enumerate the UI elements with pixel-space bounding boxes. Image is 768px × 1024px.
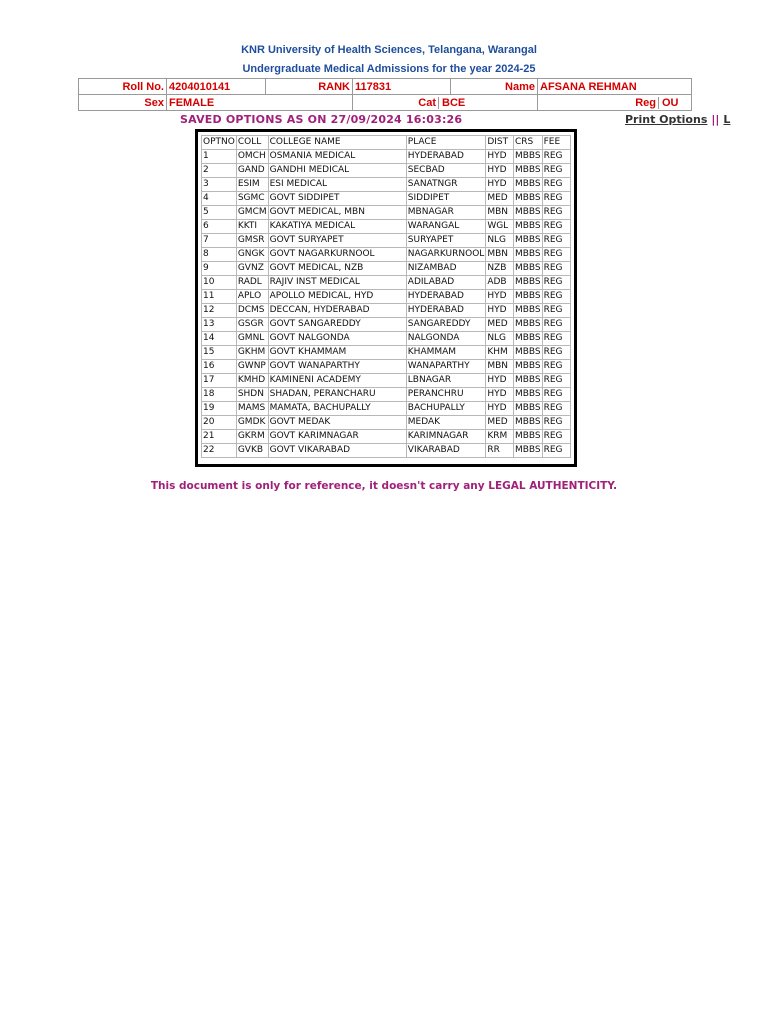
roll-value: 4204010141: [167, 79, 266, 95]
table-row: [202, 346, 571, 360]
candidate-info-table: [78, 78, 692, 111]
cell-crs: MBBS: [513, 262, 542, 276]
cell-college-name: GOVT WANAPARTHY: [268, 360, 406, 374]
cell-college-name: ESI MEDICAL: [268, 178, 406, 192]
cell-optno: 7: [202, 234, 237, 248]
cell-coll: KMHD: [236, 374, 268, 388]
cell-optno: 16: [202, 360, 237, 374]
cell-crs: MBBS: [513, 304, 542, 318]
options-table-frame: [195, 129, 577, 467]
cell-crs: MBBS: [513, 290, 542, 304]
cell-optno: 12: [202, 304, 237, 318]
table-row: [202, 360, 571, 374]
cell-coll: GMDK: [236, 416, 268, 430]
name-value: AFSANA REHMAN: [538, 79, 692, 95]
cell-place: VIKARABAD: [406, 444, 486, 458]
cell-place: HYDERABAD: [406, 290, 486, 304]
cell-fee: REG: [542, 206, 570, 220]
cell-coll: DCMS: [236, 304, 268, 318]
options-table-body: [202, 150, 571, 458]
cell-coll: GKHM: [236, 346, 268, 360]
cell-coll: KKTI: [236, 220, 268, 234]
cell-crs: MBBS: [513, 430, 542, 444]
table-row: [202, 290, 571, 304]
cell-coll: GMCM: [236, 206, 268, 220]
cell-coll: SGMC: [236, 192, 268, 206]
cell-coll: SHDN: [236, 388, 268, 402]
cell-place: LBNAGAR: [406, 374, 486, 388]
cell-college-name: SHADAN, PERANCHARU: [268, 388, 406, 402]
cell-dist: NZB: [486, 262, 514, 276]
table-row: [202, 150, 571, 164]
cat-label: Cat: [353, 97, 439, 109]
candidate-info-row: [79, 79, 692, 95]
cell-coll: GKRM: [236, 430, 268, 444]
column-header-crs: CRS: [513, 136, 542, 150]
cell-crs: MBBS: [513, 416, 542, 430]
cell-crs: MBBS: [513, 360, 542, 374]
table-row: [202, 318, 571, 332]
options-table: [201, 135, 571, 458]
cell-crs: MBBS: [513, 332, 542, 346]
cat-value: BCE: [442, 96, 466, 109]
sex-value: FEMALE: [167, 95, 353, 111]
cell-optno: 13: [202, 318, 237, 332]
cell-dist: HYD: [486, 402, 514, 416]
table-row: [202, 262, 571, 276]
cell-coll: MAMS: [236, 402, 268, 416]
cell-optno: 8: [202, 248, 237, 262]
cell-dist: HYD: [486, 150, 514, 164]
cell-place: NAGARKURNOOL: [406, 248, 486, 262]
cell-fee: REG: [542, 444, 570, 458]
cell-coll: GMNL: [236, 332, 268, 346]
cell-optno: 22: [202, 444, 237, 458]
cell-place: ADILABAD: [406, 276, 486, 290]
cell-crs: MBBS: [513, 346, 542, 360]
cell-fee: REG: [542, 346, 570, 360]
cell-dist: RR: [486, 444, 514, 458]
table-row: [202, 178, 571, 192]
cat-cell: [353, 95, 538, 111]
cell-fee: REG: [542, 416, 570, 430]
cell-optno: 20: [202, 416, 237, 430]
cell-dist: MED: [486, 192, 514, 206]
table-row: [202, 374, 571, 388]
cell-coll: GSGR: [236, 318, 268, 332]
cell-place: HYDERABAD: [406, 304, 486, 318]
legal-disclaimer: This document is only for reference, it doesn't carry any LEGAL AUTHENTICITY.: [150, 480, 618, 492]
cell-crs: MBBS: [513, 402, 542, 416]
cell-place: KARIMNAGAR: [406, 430, 486, 444]
cell-dist: WGL: [486, 220, 514, 234]
cell-college-name: GOVT SANGAREDDY: [268, 318, 406, 332]
column-header-place: PLACE: [406, 136, 486, 150]
cell-college-name: OSMANIA MEDICAL: [268, 150, 406, 164]
cell-optno: 4: [202, 192, 237, 206]
cell-crs: MBBS: [513, 318, 542, 332]
cell-crs: MBBS: [513, 192, 542, 206]
cell-fee: REG: [542, 248, 570, 262]
cell-coll: GWNP: [236, 360, 268, 374]
cell-dist: NLG: [486, 234, 514, 248]
cell-crs: MBBS: [513, 178, 542, 192]
cell-college-name: GOVT SIDDIPET: [268, 192, 406, 206]
cell-college-name: GOVT NALGONDA: [268, 332, 406, 346]
cell-place: SANATNGR: [406, 178, 486, 192]
cell-optno: 17: [202, 374, 237, 388]
cell-dist: KRM: [486, 430, 514, 444]
cell-place: SANGAREDDY: [406, 318, 486, 332]
cell-optno: 10: [202, 276, 237, 290]
cell-coll: GVKB: [236, 444, 268, 458]
cell-fee: REG: [542, 402, 570, 416]
cell-dist: NLG: [486, 332, 514, 346]
cell-college-name: GOVT MEDICAL, MBN: [268, 206, 406, 220]
cell-optno: 2: [202, 164, 237, 178]
table-row: [202, 430, 571, 444]
column-header-optno: OPTNO: [202, 136, 237, 150]
cell-coll: GVNZ: [236, 262, 268, 276]
cell-fee: REG: [542, 164, 570, 178]
cell-crs: MBBS: [513, 220, 542, 234]
cell-place: PERANCHRU: [406, 388, 486, 402]
cell-coll: RADL: [236, 276, 268, 290]
cell-place: MBNAGAR: [406, 206, 486, 220]
cell-college-name: KAKATIYA MEDICAL: [268, 220, 406, 234]
cell-place: WARANGAL: [406, 220, 486, 234]
cell-place: NIZAMBAD: [406, 262, 486, 276]
table-row: [202, 444, 571, 458]
table-row: [202, 402, 571, 416]
sex-label: Sex: [79, 95, 167, 111]
table-row: [202, 192, 571, 206]
rank-label: RANK: [266, 79, 353, 95]
cell-optno: 15: [202, 346, 237, 360]
cell-coll: GMSR: [236, 234, 268, 248]
cell-coll: GNGK: [236, 248, 268, 262]
saved-options-title: SAVED OPTIONS AS ON 27/09/2024 16:03:26: [180, 113, 463, 126]
cell-dist: HYD: [486, 290, 514, 304]
cell-college-name: GOVT MEDICAL, NZB: [268, 262, 406, 276]
link-separator: ||: [711, 113, 720, 126]
cell-college-name: GOVT NAGARKURNOOL: [268, 248, 406, 262]
cell-place: MEDAK: [406, 416, 486, 430]
cell-crs: MBBS: [513, 164, 542, 178]
cell-dist: HYD: [486, 178, 514, 192]
cell-optno: 6: [202, 220, 237, 234]
cell-crs: MBBS: [513, 444, 542, 458]
cell-place: WANAPARTHY: [406, 360, 486, 374]
cell-crs: MBBS: [513, 388, 542, 402]
cell-dist: HYD: [486, 374, 514, 388]
cell-crs: MBBS: [513, 248, 542, 262]
column-header-coll: COLL: [236, 136, 268, 150]
admissions-subtitle: Undergraduate Medical Admissions for the year 2024-25: [242, 63, 536, 75]
cell-dist: HYD: [486, 388, 514, 402]
cell-college-name: GOVT KHAMMAM: [268, 346, 406, 360]
cell-fee: REG: [542, 388, 570, 402]
cell-crs: MBBS: [513, 276, 542, 290]
cell-college-name: APOLLO MEDICAL, HYD: [268, 290, 406, 304]
cell-crs: MBBS: [513, 234, 542, 248]
cell-dist: KHM: [486, 346, 514, 360]
cell-college-name: RAJIV INST MEDICAL: [268, 276, 406, 290]
table-row: [202, 416, 571, 430]
cell-crs: MBBS: [513, 206, 542, 220]
cell-optno: 1: [202, 150, 237, 164]
cell-place: KHAMMAM: [406, 346, 486, 360]
column-header-college-name: COLLEGE NAME: [268, 136, 406, 150]
cell-place: HYDERABAD: [406, 150, 486, 164]
cell-optno: 21: [202, 430, 237, 444]
table-row: [202, 304, 571, 318]
table-row: [202, 388, 571, 402]
cell-college-name: KAMINENI ACADEMY: [268, 374, 406, 388]
reg-cell: [538, 95, 692, 111]
column-header-dist: DIST: [486, 136, 514, 150]
cell-fee: REG: [542, 234, 570, 248]
cell-optno: 11: [202, 290, 237, 304]
cell-college-name: GOVT KARIMNAGAR: [268, 430, 406, 444]
cell-place: NALGONDA: [406, 332, 486, 346]
table-row: [202, 248, 571, 262]
cell-fee: REG: [542, 430, 570, 444]
cell-dist: HYD: [486, 304, 514, 318]
cell-fee: REG: [542, 262, 570, 276]
table-row: [202, 220, 571, 234]
cell-coll: OMCH: [236, 150, 268, 164]
cell-dist: MBN: [486, 206, 514, 220]
cell-dist: MBN: [486, 360, 514, 374]
cell-fee: REG: [542, 276, 570, 290]
name-label: Name: [451, 79, 538, 95]
cell-dist: MED: [486, 318, 514, 332]
cell-fee: REG: [542, 374, 570, 388]
cell-college-name: GOVT VIKARABAD: [268, 444, 406, 458]
print-links: [625, 113, 768, 126]
cell-fee: REG: [542, 304, 570, 318]
cell-optno: 3: [202, 178, 237, 192]
cell-place: SURYAPET: [406, 234, 486, 248]
cell-coll: GAND: [236, 164, 268, 178]
table-row: [202, 206, 571, 220]
cell-fee: REG: [542, 220, 570, 234]
cell-dist: MBN: [486, 248, 514, 262]
cell-dist: ADB: [486, 276, 514, 290]
table-row: [202, 276, 571, 290]
rank-value: 117831: [353, 79, 451, 95]
table-row: [202, 332, 571, 346]
cell-fee: REG: [542, 192, 570, 206]
column-header-fee: FEE: [542, 136, 570, 150]
cell-fee: REG: [542, 360, 570, 374]
reg-value: OU: [662, 96, 679, 109]
cell-college-name: GOVT SURYAPET: [268, 234, 406, 248]
cell-place: SIDDIPET: [406, 192, 486, 206]
cell-optno: 9: [202, 262, 237, 276]
cell-optno: 19: [202, 402, 237, 416]
cell-fee: REG: [542, 150, 570, 164]
cell-crs: MBBS: [513, 374, 542, 388]
cell-coll: ESIM: [236, 178, 268, 192]
cell-fee: REG: [542, 178, 570, 192]
cell-dist: MED: [486, 416, 514, 430]
table-row: [202, 164, 571, 178]
cell-college-name: GOVT MEDAK: [268, 416, 406, 430]
truncated-link[interactable]: L: [723, 113, 731, 126]
candidate-info-row: [79, 95, 692, 111]
cell-optno: 5: [202, 206, 237, 220]
table-row: [202, 234, 571, 248]
cell-fee: REG: [542, 290, 570, 304]
cell-fee: REG: [542, 332, 570, 346]
cell-college-name: GANDHI MEDICAL: [268, 164, 406, 178]
print-options-link[interactable]: Print Options: [625, 113, 708, 126]
options-header-row: [202, 136, 571, 150]
cell-dist: HYD: [486, 164, 514, 178]
cell-college-name: MAMATA, BACHUPALLY: [268, 402, 406, 416]
cell-place: BACHUPALLY: [406, 402, 486, 416]
cell-optno: 14: [202, 332, 237, 346]
cell-optno: 18: [202, 388, 237, 402]
cell-coll: APLO: [236, 290, 268, 304]
cell-fee: REG: [542, 318, 570, 332]
cell-college-name: DECCAN, HYDERABAD: [268, 304, 406, 318]
cell-place: SECBAD: [406, 164, 486, 178]
university-title: KNR University of Health Sciences, Telangana, Warangal: [241, 44, 537, 56]
roll-label: Roll No.: [79, 79, 167, 95]
cell-crs: MBBS: [513, 150, 542, 164]
reg-label: Reg: [538, 97, 659, 109]
